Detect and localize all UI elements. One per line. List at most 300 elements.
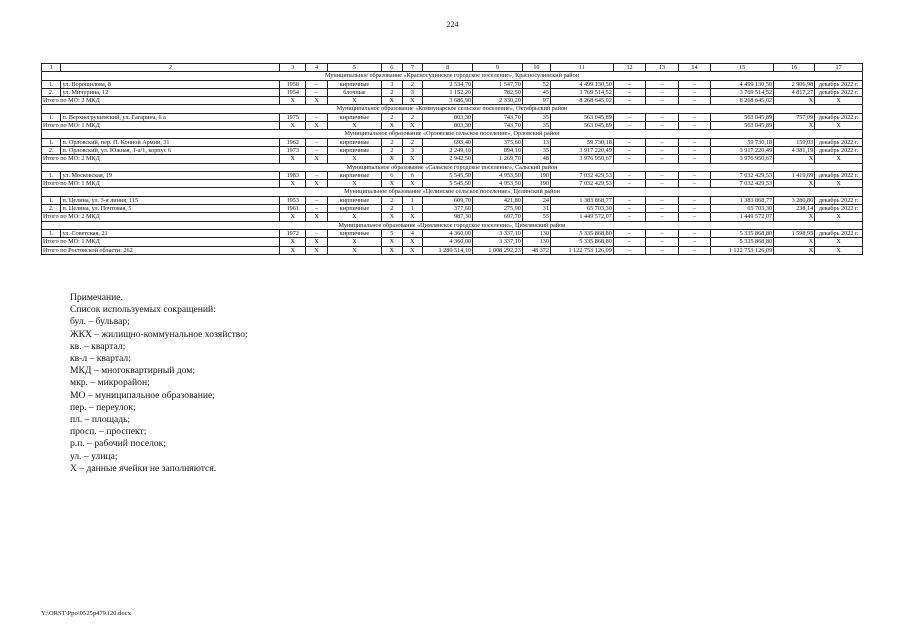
table-cell: 3 769 514,52: [711, 88, 774, 96]
table-cell: X: [815, 238, 863, 246]
table-cell: –: [613, 146, 645, 154]
table-cell: 1 280 514,10: [423, 246, 473, 254]
table-cell: 1 122 753 126,09: [550, 246, 613, 254]
table-cell: 4 499 130,50: [550, 80, 613, 88]
table-cell: –: [613, 246, 645, 254]
table-cell: 190: [522, 171, 550, 179]
table-cell: 35: [522, 146, 550, 154]
table-cell: 782,50: [473, 88, 523, 96]
table-cell: 3 917 220,49: [711, 146, 774, 154]
table-cell: –: [646, 138, 678, 146]
table-cell: X: [327, 122, 381, 130]
table-cell: X: [327, 155, 381, 163]
table-cell: 5 545,50: [423, 171, 473, 179]
table-cell: X: [815, 246, 863, 254]
table-row: [42, 113, 863, 121]
table-cell: X: [382, 97, 403, 105]
note-line: МО – муниципальное образование;: [70, 389, 215, 401]
total-label: Итого по МО: 1 МКД: [42, 180, 280, 188]
table-cell: 1 269,70: [473, 155, 523, 163]
table-cell: X: [382, 155, 403, 163]
table-cell: X: [774, 122, 815, 130]
table-cell: 5 335 868,80: [550, 229, 613, 237]
table-cell: декабрь 2022 г.: [815, 196, 863, 204]
table-cell: –: [646, 229, 678, 237]
table-cell: –: [646, 213, 678, 221]
table-cell: 563 045,89: [550, 113, 613, 121]
table-cell: 1 008 292,23: [473, 246, 523, 254]
table-cell: 5 335 868,80: [711, 238, 774, 246]
table-cell: –: [646, 205, 678, 213]
table-cell: –: [613, 80, 645, 88]
table-cell: 6: [402, 171, 423, 179]
table-cell: 3 917 220,49: [550, 146, 613, 154]
table-cell: –: [306, 229, 328, 237]
municipality-header-row: [42, 72, 863, 80]
table-cell: 1 449 572,07: [550, 213, 613, 221]
table-cell: 159,03: [774, 138, 815, 146]
municipality-header-row: [42, 105, 863, 113]
column-number: 16: [774, 64, 815, 72]
column-number: 1: [42, 64, 61, 72]
table-cell: –: [678, 155, 710, 163]
table-cell: X: [774, 97, 815, 105]
table-cell: –: [613, 155, 645, 163]
table-cell: –: [678, 146, 710, 154]
table-cell: –: [678, 97, 710, 105]
housing-register-table: [41, 63, 863, 255]
table-cell: –: [306, 146, 328, 154]
table-cell: 5: [382, 229, 403, 237]
table-cell: 1 122 753 126,09: [711, 246, 774, 254]
table-cell: 2: [382, 205, 403, 213]
table-cell: –: [678, 196, 710, 204]
table-cell: X: [280, 155, 306, 163]
table-cell: 803,30: [423, 113, 473, 121]
note-line: мкр. – микрорайон;: [70, 377, 150, 389]
table-cell: –: [613, 213, 645, 221]
table-cell: X: [402, 97, 423, 105]
table-cell: 3 976 950,67: [711, 155, 774, 163]
table-cell: п. Верхнегрушевский, ул. Гагарина, 6 а: [61, 113, 280, 121]
column-number: 5: [327, 64, 381, 72]
table-cell: 7 032 429,53: [711, 180, 774, 188]
table-cell: 1: [402, 205, 423, 213]
municipality-header-row: [42, 130, 863, 138]
table-cell: 35: [522, 113, 550, 121]
table-cell: –: [678, 138, 710, 146]
table-cell: 3: [402, 88, 423, 96]
abbreviations-notes: [70, 292, 248, 475]
table-cell: X: [280, 238, 306, 246]
table-cell: 3 976 950,67: [550, 155, 613, 163]
note-line: Список используемых сокращений:: [70, 304, 216, 316]
table-cell: 238,14: [774, 205, 815, 213]
file-path-footer: Y:\ORST\Ppo\0525p479.f20.docx: [41, 610, 131, 617]
table-cell: X: [402, 155, 423, 163]
table-cell: 4 360,00: [423, 238, 473, 246]
table-cell: 1 383 868,77: [711, 196, 774, 204]
table-cell: –: [646, 196, 678, 204]
table-cell: кирпичные: [327, 113, 381, 121]
table-cell: 7 032 429,53: [550, 180, 613, 188]
table-cell: X: [774, 246, 815, 254]
table-cell: 743,70: [473, 113, 523, 121]
table-cell: X: [306, 180, 328, 188]
column-number: 15: [711, 64, 774, 72]
table-cell: 24: [522, 196, 550, 204]
table-cell: 31: [522, 205, 550, 213]
total-label: Итого по МО: 2 МКД: [42, 97, 280, 105]
column-number: 10: [522, 64, 550, 72]
table-cell: 55: [522, 213, 550, 221]
table-cell: п. Целина, ул. 3-я линия, 115: [61, 196, 280, 204]
table-cell: 130: [522, 229, 550, 237]
table-cell: 563 045,89: [711, 122, 774, 130]
table-cell: 48: [522, 155, 550, 163]
table-cell: 2.: [42, 88, 61, 96]
table-cell: 2 942,50: [423, 155, 473, 163]
table-cell: 59 730,18: [711, 138, 774, 146]
table-cell: 3 280,86: [774, 196, 815, 204]
table-cell: 8 268 645,02: [711, 97, 774, 105]
table-cell: –: [306, 80, 328, 88]
table-cell: 5 545,50: [423, 180, 473, 188]
table-cell: –: [306, 88, 328, 96]
table-cell: X: [327, 246, 381, 254]
table-cell: –: [613, 205, 645, 213]
column-number: 14: [678, 64, 710, 72]
municipality-total-row: [42, 213, 863, 221]
table-cell: –: [646, 171, 678, 179]
table-cell: 697,70: [473, 213, 523, 221]
table-cell: X: [382, 238, 403, 246]
table-cell: –: [678, 213, 710, 221]
table-cell: –: [613, 122, 645, 130]
table-cell: кирпичные: [327, 146, 381, 154]
note-line: р.п. – рабочий поселок;: [70, 438, 167, 450]
table-cell: X: [280, 246, 306, 254]
table-cell: X: [815, 97, 863, 105]
table-cell: 1: [402, 196, 423, 204]
table-cell: 563 045,89: [550, 122, 613, 130]
table-cell: 803,30: [423, 122, 473, 130]
table-cell: 1.: [42, 80, 61, 88]
table-cell: X: [306, 246, 328, 254]
note-line: пл. – площадь;: [70, 414, 131, 426]
municipality-total-row: [42, 97, 863, 105]
total-label: Итого по МО: 1 МКД: [42, 122, 280, 130]
table-cell: X: [815, 213, 863, 221]
table-cell: –: [646, 180, 678, 188]
table-cell: –: [646, 122, 678, 130]
municipality-title: Муниципальное образование «Красносулинское городское поселение», Красносулинский район: [42, 72, 863, 80]
note-line: кв-л – квартал;: [70, 353, 131, 365]
table-cell: –: [678, 88, 710, 96]
table-cell: 4 817,27: [774, 88, 815, 96]
table-cell: 65 703,30: [711, 205, 774, 213]
table-cell: 275,90: [473, 205, 523, 213]
column-number: 8: [423, 64, 473, 72]
column-number: 3: [280, 64, 306, 72]
note-line: МКД – многоквартирный дом;: [70, 365, 196, 377]
table-cell: 3 337,10: [473, 238, 523, 246]
table-cell: –: [613, 97, 645, 105]
table-cell: 8 268 645,02: [550, 97, 613, 105]
table-cell: 2: [382, 113, 403, 121]
table-cell: X: [815, 180, 863, 188]
table-cell: X: [774, 213, 815, 221]
table-cell: декабрь 2022 г.: [815, 229, 863, 237]
municipality-title: Муниципальное образование «Орловское сельское поселение», Орловский район: [42, 130, 863, 138]
table-cell: X: [402, 122, 423, 130]
table-cell: ул. Московская, 19: [61, 171, 280, 179]
table-cell: 1975: [280, 113, 306, 121]
table-cell: 757,09: [774, 113, 815, 121]
table-cell: 35: [522, 122, 550, 130]
municipality-header-row: [42, 163, 863, 171]
column-number: 4: [306, 64, 328, 72]
table-cell: X: [280, 213, 306, 221]
table-cell: –: [613, 229, 645, 237]
table-cell: 2 330,20: [473, 97, 523, 105]
table-cell: 375,60: [473, 138, 523, 146]
table-cell: –: [678, 171, 710, 179]
table-cell: 190: [522, 180, 550, 188]
table-cell: 2: [402, 80, 423, 88]
table-cell: ул. Советская, 21: [61, 229, 280, 237]
table-cell: –: [646, 80, 678, 88]
table-cell: X: [774, 238, 815, 246]
table-cell: –: [613, 113, 645, 121]
table-cell: X: [280, 180, 306, 188]
column-number: 13: [646, 64, 678, 72]
table-cell: декабрь 2022 г.: [815, 146, 863, 154]
table-cell: X: [280, 97, 306, 105]
table-cell: –: [678, 238, 710, 246]
table-cell: 1983: [280, 171, 306, 179]
table-cell: 1.: [42, 196, 61, 204]
table-cell: декабрь 2022 г.: [815, 171, 863, 179]
table-cell: 3: [382, 80, 403, 88]
table-cell: декабрь 2022 г.: [815, 80, 863, 88]
table-cell: –: [306, 196, 328, 204]
table-cell: X: [774, 155, 815, 163]
table-cell: п. Орловский, пер. П. Конной Армии, 31: [61, 138, 280, 146]
note-line: ЖКХ – жилищно-коммунальное хозяйство;: [70, 328, 248, 340]
table-cell: 377,60: [423, 205, 473, 213]
table-cell: 4 360,00: [423, 229, 473, 237]
table-cell: 65 703,30: [550, 205, 613, 213]
table-cell: X: [382, 246, 403, 254]
table-cell: –: [613, 88, 645, 96]
table-cell: 7 032 429,53: [711, 171, 774, 179]
note-line: Х – данные ячейки не заполняются.: [70, 462, 217, 474]
column-number: 11: [550, 64, 613, 72]
municipality-header-row: [42, 221, 863, 229]
table-cell: 13: [522, 138, 550, 146]
municipality-header-row: [42, 188, 863, 196]
note-line: ул. – улица;: [70, 450, 118, 462]
table-cell: п. Целина, ул. Почтовая, 5: [61, 205, 280, 213]
table-cell: 1 598,95: [774, 229, 815, 237]
table-cell: 1.: [42, 171, 61, 179]
column-number-row: [42, 64, 863, 72]
table-cell: 3: [402, 146, 423, 154]
table-row: [42, 88, 863, 96]
table-cell: 1961: [280, 205, 306, 213]
table-cell: –: [646, 155, 678, 163]
notes-title: Примечание.: [70, 292, 123, 303]
table-cell: 1973: [280, 146, 306, 154]
table-cell: 2: [382, 138, 403, 146]
table-cell: 2: [402, 138, 423, 146]
table-cell: –: [678, 80, 710, 88]
table-cell: X: [815, 122, 863, 130]
table-cell: –: [613, 180, 645, 188]
table-cell: 2 249,10: [423, 146, 473, 154]
table-cell: ул. Мичурина, 12: [61, 88, 280, 96]
table-cell: X: [306, 155, 328, 163]
table-cell: кирпичные: [327, 205, 381, 213]
table-cell: –: [646, 113, 678, 121]
table-cell: –: [306, 171, 328, 179]
table-cell: –: [646, 238, 678, 246]
table-cell: –: [678, 246, 710, 254]
table-cell: декабрь 2022 г.: [815, 88, 863, 96]
table-cell: X: [327, 238, 381, 246]
table-cell: 1 152,20: [423, 88, 473, 96]
table-cell: –: [306, 138, 328, 146]
table-cell: X: [327, 180, 381, 188]
total-label: Итого по МО: 2 МКД: [42, 213, 280, 221]
table-cell: 2.: [42, 205, 61, 213]
table-cell: X: [306, 213, 328, 221]
table-row: [42, 146, 863, 154]
table-cell: 693,40: [423, 138, 473, 146]
table-cell: X: [402, 180, 423, 188]
table-cell: ул. Ворошилова, 8: [61, 80, 280, 88]
table-cell: –: [613, 171, 645, 179]
table-cell: X: [306, 238, 328, 246]
table-cell: 7 032 429,53: [550, 171, 613, 179]
table-cell: –: [678, 180, 710, 188]
table-cell: 894,10: [473, 146, 523, 154]
note-line: просп. – проспект;: [70, 426, 147, 438]
table-cell: X: [402, 238, 423, 246]
municipality-total-row: [42, 238, 863, 246]
table-cell: –: [613, 138, 645, 146]
table-cell: X: [306, 122, 328, 130]
table-cell: кирпичные: [327, 80, 381, 88]
table-cell: 4 953,50: [473, 180, 523, 188]
table-cell: 1953: [280, 196, 306, 204]
table-cell: X: [280, 122, 306, 130]
table-cell: 987,30: [423, 213, 473, 221]
table-cell: 5 335 868,80: [711, 229, 774, 237]
column-number: 6: [382, 64, 403, 72]
municipality-title: Муниципальное образование «Цимлянское городское поселение», Цимлянский район: [42, 221, 863, 229]
column-number: 12: [613, 64, 645, 72]
table-cell: 2: [402, 113, 423, 121]
table-cell: –: [646, 97, 678, 105]
table-cell: 563 045,89: [711, 113, 774, 121]
grand-total-row: [42, 246, 863, 254]
table-cell: 609,70: [423, 196, 473, 204]
note-line: кв. – квартал;: [70, 340, 126, 352]
table-cell: X: [327, 97, 381, 105]
table-cell: кирпичные: [327, 171, 381, 179]
table-cell: кирпичные: [327, 196, 381, 204]
table-cell: 1962: [280, 138, 306, 146]
table-cell: 1954: [280, 88, 306, 96]
table-cell: –: [678, 205, 710, 213]
table-cell: –: [678, 229, 710, 237]
municipality-title: Муниципальное образование «Коммунарское сельское поселение», Октябрьский район: [42, 105, 863, 113]
table-row: [42, 196, 863, 204]
table-cell: 2 906,98: [774, 80, 815, 88]
table-cell: кирпичные: [327, 229, 381, 237]
table-cell: –: [678, 113, 710, 121]
table-cell: 1 383 868,77: [550, 196, 613, 204]
table-cell: X: [402, 246, 423, 254]
table-cell: п. Орловский, ул. Южная, 1-а/1, корпус 6: [61, 146, 280, 154]
grand-total-label: Итого по Ростовской области: 262: [42, 246, 280, 254]
note-line: пер. – переулок;: [70, 401, 136, 413]
table-cell: 6: [382, 171, 403, 179]
table-cell: X: [382, 213, 403, 221]
table-cell: 1 449 572,07: [711, 213, 774, 221]
table-cell: 5 335 868,80: [550, 238, 613, 246]
municipality-total-row: [42, 122, 863, 130]
table-cell: декабрь 2022 г.: [815, 138, 863, 146]
table-cell: X: [327, 213, 381, 221]
table-cell: 1.: [42, 229, 61, 237]
municipality-total-row: [42, 155, 863, 163]
table-cell: 1 419,69: [774, 171, 815, 179]
table-row: [42, 229, 863, 237]
table-cell: 3 686,90: [423, 97, 473, 105]
table-cell: 2 534,70: [423, 80, 473, 88]
municipality-title: Муниципальное образование «Сальское городское поселение», Сальский район: [42, 163, 863, 171]
column-number: 9: [473, 64, 523, 72]
table-cell: –: [613, 238, 645, 246]
table-cell: декабрь 2022 г.: [815, 205, 863, 213]
table-cell: 4 953,50: [473, 171, 523, 179]
table-cell: 130: [522, 238, 550, 246]
table-cell: 743,70: [473, 122, 523, 130]
table-cell: X: [774, 180, 815, 188]
table-cell: 97: [522, 97, 550, 105]
column-number: 7: [402, 64, 423, 72]
municipality-total-row: [42, 180, 863, 188]
table-row: [42, 171, 863, 179]
note-line: бул. – бульвар;: [70, 316, 130, 328]
column-number: 2: [61, 64, 280, 72]
table-cell: X: [382, 180, 403, 188]
table-cell: –: [646, 246, 678, 254]
table-cell: 3 337,10: [473, 229, 523, 237]
page-number: 224: [446, 20, 459, 29]
table-cell: –: [306, 205, 328, 213]
table-cell: 1972: [280, 229, 306, 237]
table-cell: 421,80: [473, 196, 523, 204]
municipality-title: Муниципальное образование «Целинское сельское поселение», Целинский район: [42, 188, 863, 196]
table-cell: 2: [382, 146, 403, 154]
table-cell: X: [815, 155, 863, 163]
table-cell: 59 730,18: [550, 138, 613, 146]
table-cell: 1 547,70: [473, 80, 523, 88]
